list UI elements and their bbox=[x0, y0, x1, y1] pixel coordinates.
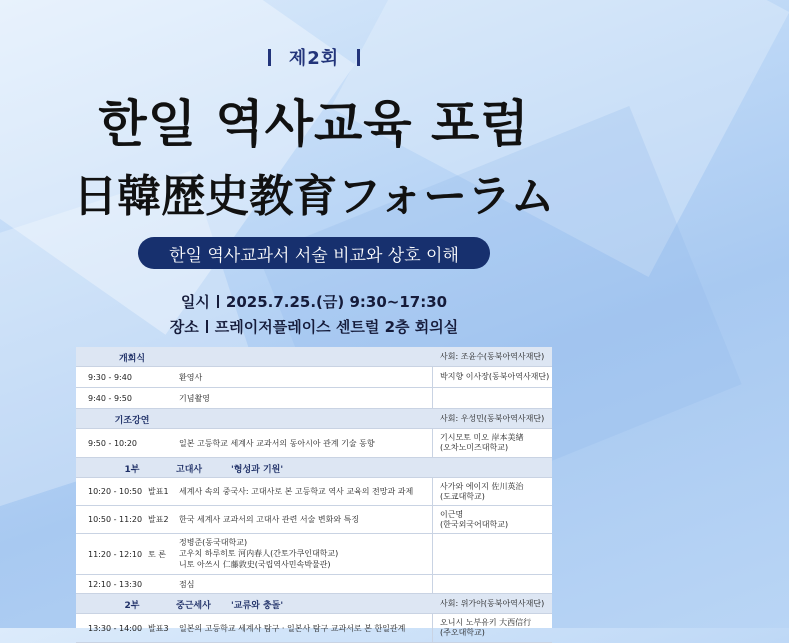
program-cell: 한국 세계사 교과서의 고대사 관련 서술 변화와 특징 bbox=[179, 515, 360, 524]
table-row bbox=[76, 506, 552, 534]
section-period: 중근세사 bbox=[176, 601, 211, 611]
program-cell: 점심 bbox=[179, 579, 195, 589]
table-row bbox=[76, 388, 552, 409]
edition-label bbox=[0, 44, 628, 70]
time-cell: 10:20 - 10:50 bbox=[88, 487, 143, 496]
table-row bbox=[76, 575, 552, 594]
speaker-name: 이근명 bbox=[440, 509, 464, 519]
discussant: 정병준(동국대학교) bbox=[179, 538, 248, 547]
speaker-name: 오니시 노부유키 大西信行 bbox=[440, 618, 532, 627]
place-value: 프레이저플레이스 센트럴 2층 회의실 bbox=[214, 318, 459, 336]
divider bbox=[217, 295, 219, 308]
speaker-affiliation: (주오대학교) bbox=[440, 628, 485, 637]
section-host: 사회: 위가야(동북아역사재단) bbox=[440, 599, 545, 608]
section-host: 사회: 우성민(동북아역사재단) bbox=[440, 414, 545, 423]
speaker-affiliation: (도쿄대학교) bbox=[440, 491, 485, 501]
type-cell: 발표1 bbox=[148, 487, 169, 496]
program-cell: 일본 고등학교 세계사 교과서의 동아시아 관계 기술 동향 bbox=[179, 438, 375, 448]
section-host: 사회: 조윤수(동북아역사재단) bbox=[440, 352, 545, 361]
section-theme: '교류와 충돌' bbox=[231, 601, 284, 611]
discussant: 니토 아쓰시 仁藤敦史(국립역사민속박물관) bbox=[179, 560, 331, 569]
edition-text: 제2회 bbox=[288, 48, 340, 69]
discussant: 고우치 하루히토 河内春人(간토가쿠인대학교) bbox=[179, 549, 339, 558]
time-cell: 9:40 - 9:50 bbox=[88, 393, 132, 403]
section-row-keynote bbox=[76, 409, 552, 429]
section-row-opening bbox=[76, 347, 552, 367]
discussant-list bbox=[179, 537, 338, 570]
table-row-discussion bbox=[76, 534, 552, 575]
divider bbox=[357, 49, 360, 66]
time-cell: 10:50 - 11:20 bbox=[88, 515, 143, 524]
section-theme: '형성과 기원' bbox=[231, 465, 284, 475]
table-row bbox=[76, 614, 552, 643]
speaker-affiliation: (오차노미즈대학교) bbox=[440, 443, 509, 452]
type-cell: 토 론 bbox=[148, 549, 166, 559]
time-cell: 13:30 - 14:00 bbox=[88, 623, 143, 633]
speaker-cell: 박지향 이사장(동북아역사재단) bbox=[440, 372, 550, 381]
place-label: 장소 bbox=[169, 318, 199, 336]
speaker-affiliation: (한국외국어대학교) bbox=[440, 519, 509, 529]
speaker-name: 사가와 에이지 佐川英治 bbox=[440, 481, 524, 491]
schedule-table bbox=[76, 347, 552, 637]
time-cell: 11:20 - 12:10 bbox=[88, 549, 143, 559]
program-cell: 일본의 고등학교 세계사 탐구 · 일본사 탐구 교과서로 본 한일관계 bbox=[179, 623, 406, 633]
type-cell: 발표3 bbox=[148, 623, 169, 633]
divider bbox=[268, 49, 271, 66]
table-row bbox=[76, 367, 552, 388]
section-row-part2 bbox=[76, 594, 552, 614]
time-cell: 12:10 - 13:30 bbox=[88, 579, 143, 589]
table-row bbox=[76, 478, 552, 506]
section-label: 개회식 bbox=[118, 354, 146, 364]
date-label: 일시 bbox=[180, 293, 210, 311]
title-japanese: 日韓歴史教育フォーラム bbox=[73, 171, 555, 222]
time-cell: 9:50 - 10:20 bbox=[88, 438, 137, 448]
speaker-name: 기시모토 미오 岸本美緖 bbox=[440, 433, 524, 442]
subtitle-text: 한일 역사교과서 서술 비교와 상호 이해 bbox=[169, 245, 459, 266]
date-value: 2025.7.25.(금) 9:30~17:30 bbox=[225, 293, 448, 311]
title-korean: 한일 역사교육 포럼 bbox=[98, 95, 530, 153]
time-cell: 9:30 - 9:40 bbox=[88, 372, 132, 382]
place-line bbox=[0, 316, 628, 337]
divider bbox=[206, 320, 208, 333]
type-cell: 발표2 bbox=[148, 515, 169, 524]
table-row bbox=[76, 429, 552, 458]
speaker-cell bbox=[440, 614, 531, 642]
section-row-part1 bbox=[76, 458, 552, 478]
speaker-cell bbox=[440, 506, 508, 533]
program-cell: 기념촬영 bbox=[179, 393, 210, 403]
section-label: 기조강연 bbox=[114, 416, 150, 426]
program-cell: 세계사 속의 중국사: 고대사로 본 고등학교 역사 교육의 전망과 과제 bbox=[179, 487, 414, 496]
section-period: 고대사 bbox=[176, 465, 203, 475]
section-label: 2부 bbox=[124, 601, 140, 611]
speaker-cell bbox=[440, 429, 523, 457]
subtitle-pill bbox=[138, 237, 490, 269]
section-label: 1부 bbox=[124, 465, 140, 475]
date-line bbox=[0, 291, 628, 312]
program-cell: 환영사 bbox=[179, 372, 203, 382]
speaker-cell bbox=[440, 478, 523, 505]
